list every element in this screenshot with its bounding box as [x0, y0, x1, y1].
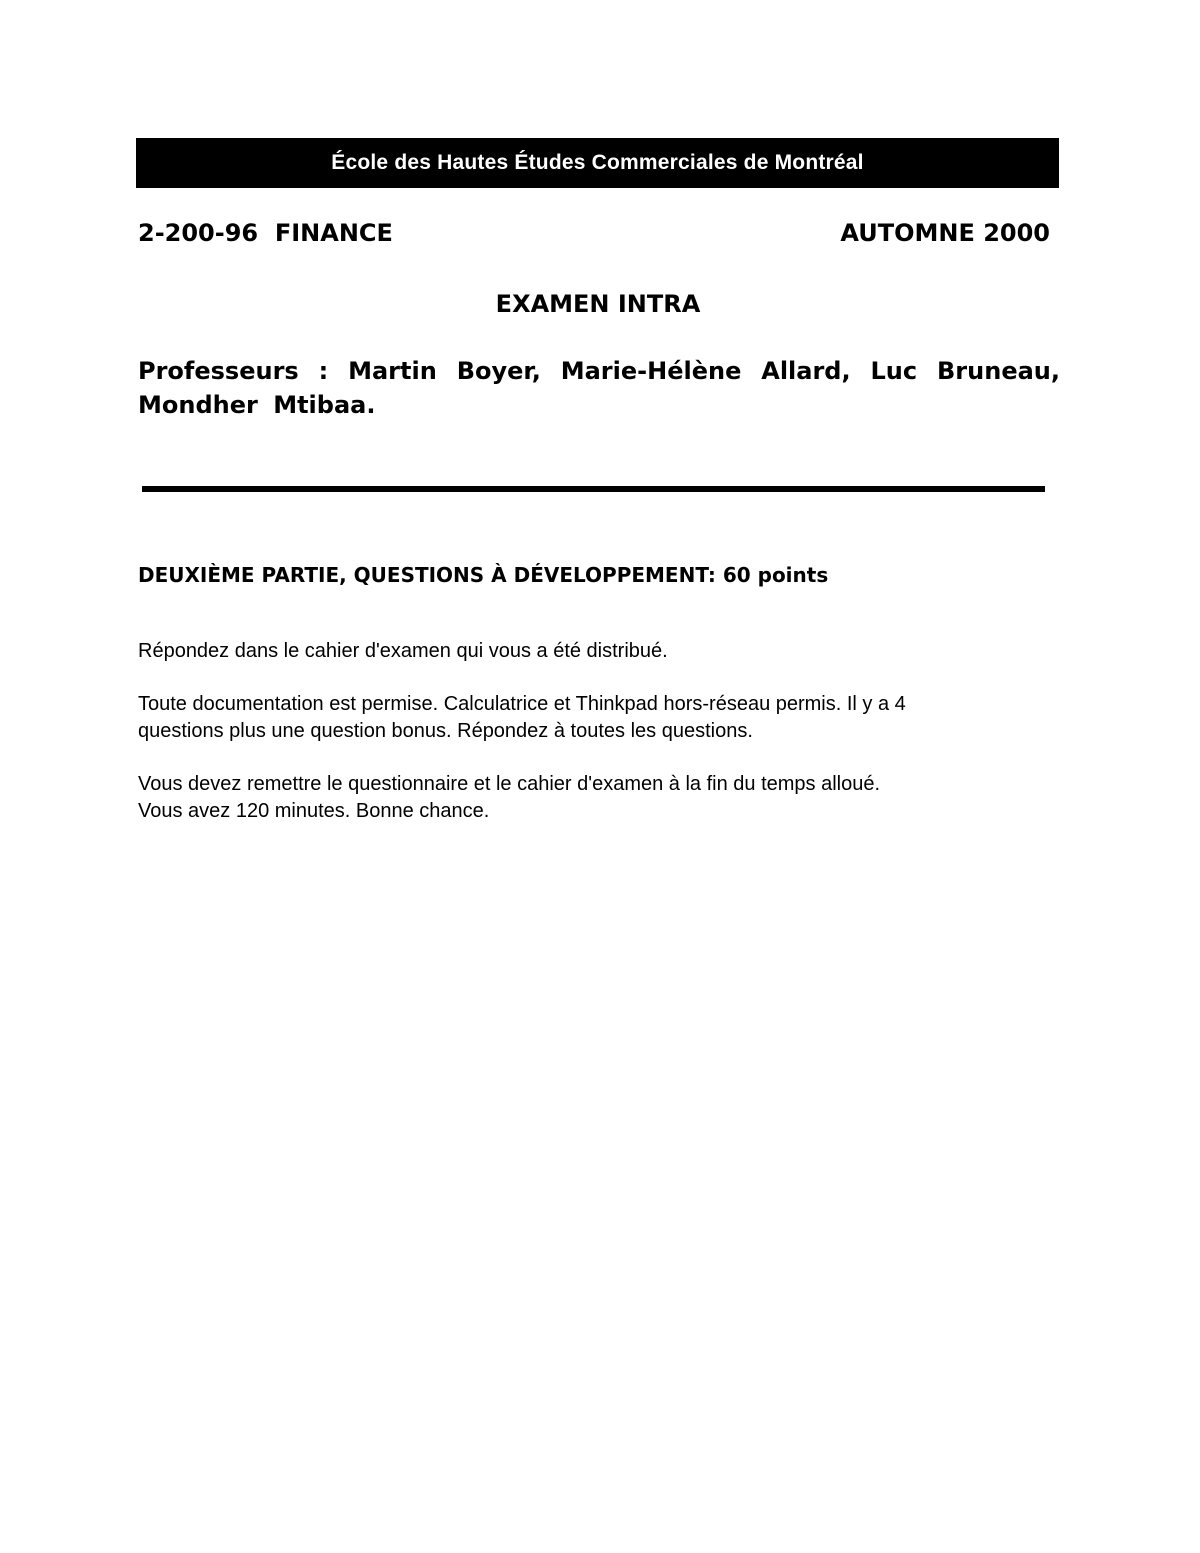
instruction-paragraph-2 — [138, 691, 1058, 745]
instruction-line: Toute documentation est permise. Calculatrice et Thinkpad hors-réseau permis. Il y a 4 — [138, 693, 906, 715]
institution-name: École des Hautes Études Commerciales de Montréal — [331, 151, 864, 174]
instruction-paragraph-3 — [138, 771, 1058, 825]
course-header-row — [138, 216, 1050, 250]
section-heading: DEUXIÈME PARTIE, QUESTIONS À DÉVELOPPEMENT: 60 points — [138, 563, 829, 587]
instruction-line: Vous devez remettre le questionnaire et le cahier d'examen à la fin du temps alloué. — [138, 773, 881, 795]
horizontal-rule — [142, 486, 1045, 492]
term: AUTOMNE 2000 — [840, 219, 1050, 247]
instruction-line: questions plus une question bonus. Répondez à toutes les questions. — [138, 720, 753, 742]
instruction-paragraph-1 — [138, 638, 1058, 665]
instruction-line: Vous avez 120 minutes. Bonne chance. — [138, 800, 490, 822]
professors-list: Professeurs : Martin Boyer, Marie-Hélène Allard, Luc Bruneau, Mondher Mtibaa. — [138, 357, 1060, 419]
institution-banner — [136, 138, 1059, 188]
course-code: 2-200-96 FINANCE — [138, 219, 393, 247]
exam-title: EXAMEN INTRA — [495, 290, 701, 318]
instruction-line: Répondez dans le cahier d'examen qui vous a été distribué. — [138, 640, 668, 662]
